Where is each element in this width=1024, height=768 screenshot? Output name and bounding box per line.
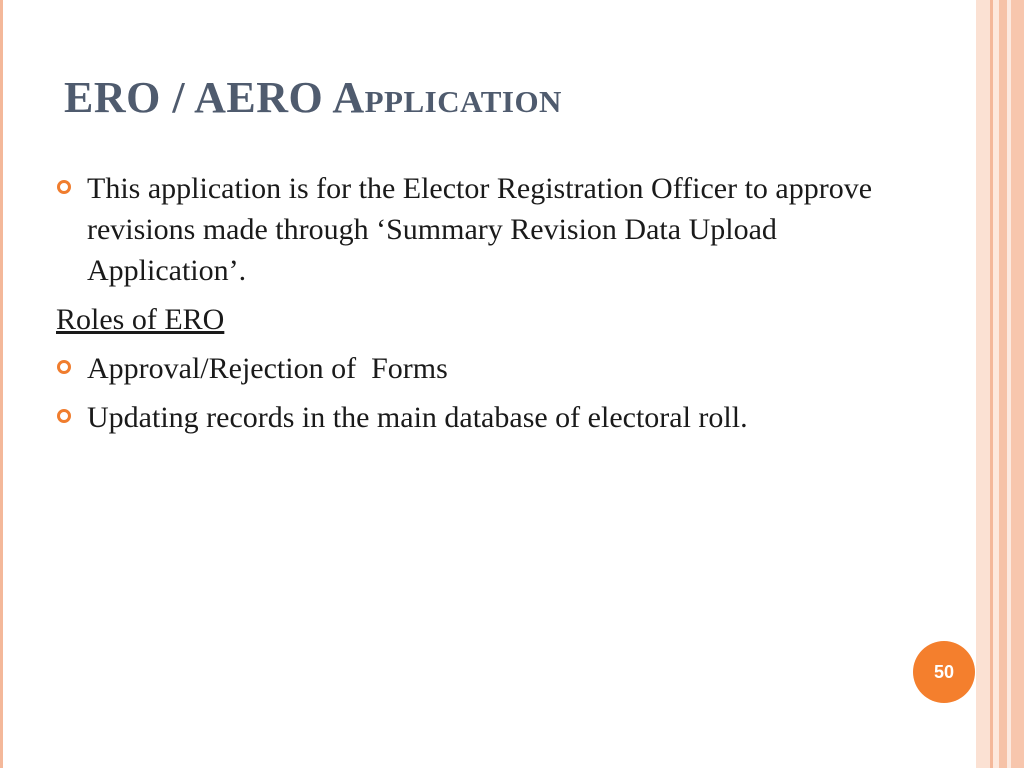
intro-bullet-text: This application is for the Elector Registration Officer to approve revisions made through ‘Summary Revision Data Upload Application’. <box>87 172 873 287</box>
left-border-stripe <box>0 0 3 768</box>
role-bullet-text: Updating records in the main database of electoral roll. <box>87 401 748 434</box>
right-decorative-stripes <box>976 0 1024 768</box>
orange-ring-bullet-icon <box>57 360 71 374</box>
slide-content <box>56 168 936 446</box>
slide-title: ERO / AERO Application <box>64 73 562 122</box>
page-number-badge <box>913 641 975 703</box>
role-bullet <box>56 397 936 438</box>
intro-bullet <box>56 168 936 291</box>
orange-ring-bullet-icon <box>57 180 71 194</box>
role-bullet <box>56 348 936 389</box>
section-heading: Roles of ERO <box>56 303 225 336</box>
page-number: 50 <box>933 661 955 682</box>
orange-ring-bullet-icon <box>57 409 71 423</box>
role-bullet-text: Approval/Rejection of Forms <box>87 352 448 385</box>
